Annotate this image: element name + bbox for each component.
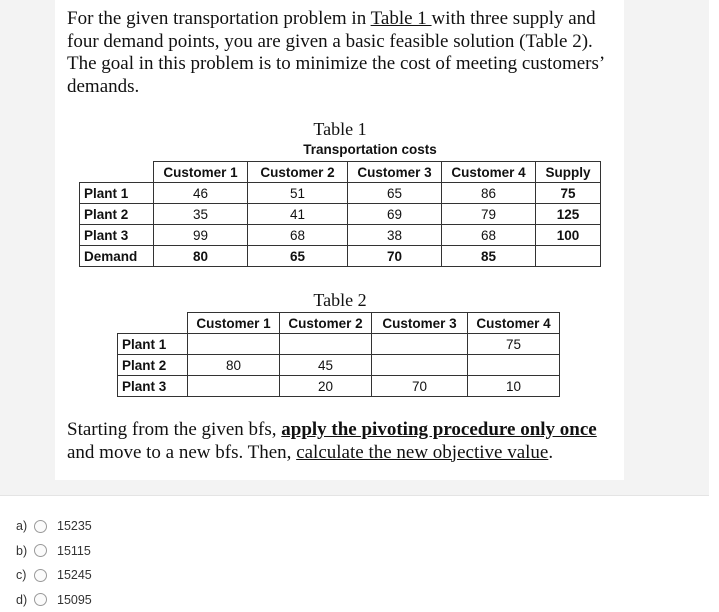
radio-button[interactable] [34, 593, 47, 606]
cost-cell: 68 [248, 225, 348, 246]
table2-header-cell: Customer 3 [372, 313, 468, 334]
supply-cell: 125 [536, 204, 601, 225]
answer-option-a[interactable] [16, 514, 92, 539]
row-label: Plant 3 [80, 225, 154, 246]
cost-cell: 65 [348, 183, 442, 204]
radio-button[interactable] [34, 569, 47, 582]
row-label: Plant 1 [118, 334, 188, 355]
supply-cell: 100 [536, 225, 601, 246]
table1-reference: Table 1 [371, 8, 432, 29]
table2-header-cell: Customer 4 [468, 313, 560, 334]
option-value: 15235 [57, 519, 92, 533]
table1-header-row [80, 162, 601, 183]
allocation-cell [188, 376, 280, 397]
option-letter: c) [16, 568, 34, 582]
row-label: Plant 3 [118, 376, 188, 397]
demand-cell: 80 [154, 246, 248, 267]
allocation-cell: 80 [188, 355, 280, 376]
radio-button[interactable] [34, 520, 47, 533]
row-label: Plant 2 [80, 204, 154, 225]
table1-row [80, 225, 601, 246]
demand-cell: 85 [442, 246, 536, 267]
option-letter: d) [16, 593, 34, 607]
table1-row [80, 183, 601, 204]
allocation-cell: 75 [468, 334, 560, 355]
row-label: Demand [80, 246, 154, 267]
answer-option-c[interactable] [16, 563, 92, 588]
option-value: 15095 [57, 593, 92, 607]
demand-cell: 65 [248, 246, 348, 267]
table2-row [118, 334, 560, 355]
cost-cell: 41 [248, 204, 348, 225]
table2-caption: Table 2 [300, 290, 380, 311]
question-intro: For the given transportation problem in Table 1 with three supply and four demand points, you are given a basic feasible solution (Table 2). The goal in this problem is to minimize the cost of meeting customers’ demands. [67, 8, 623, 98]
row-label: Plant 2 [118, 355, 188, 376]
table2-row [118, 376, 560, 397]
cost-cell: 46 [154, 183, 248, 204]
answer-option-b[interactable] [16, 539, 92, 564]
option-letter: a) [16, 519, 34, 533]
cost-cell: 68 [442, 225, 536, 246]
allocation-cell: 10 [468, 376, 560, 397]
allocation-cell: 20 [280, 376, 372, 397]
cost-cell: 35 [154, 204, 248, 225]
table2-row [118, 355, 560, 376]
allocation-cell [372, 334, 468, 355]
table1-header-cell: Customer 2 [248, 162, 348, 183]
radio-button[interactable] [34, 544, 47, 557]
table1-demand-row [80, 246, 601, 267]
demand-cell: 70 [348, 246, 442, 267]
table1-caption: Table 1 [300, 119, 380, 140]
answer-option-d[interactable] [16, 588, 92, 612]
allocation-cell [372, 355, 468, 376]
table1-row [80, 204, 601, 225]
table2-header-cell: Customer 2 [280, 313, 372, 334]
table1-transportation-costs [79, 161, 601, 267]
table1-subcaption: Transportation costs [270, 142, 470, 157]
cost-cell: 38 [348, 225, 442, 246]
cost-cell: 99 [154, 225, 248, 246]
question-instruction: Starting from the given bfs, apply the pivoting procedure only once and move to a new bfs. Then, calculate the new objective value. [67, 419, 623, 464]
table2-basic-feasible-solution [117, 312, 560, 397]
answer-options [16, 514, 92, 612]
table2-header-row [118, 313, 560, 334]
cost-cell: 69 [348, 204, 442, 225]
allocation-cell [468, 355, 560, 376]
table1-header-cell: Customer 4 [442, 162, 536, 183]
cost-cell: 86 [442, 183, 536, 204]
table1-header-cell: Customer 3 [348, 162, 442, 183]
row-label: Plant 1 [80, 183, 154, 204]
cost-cell: 51 [248, 183, 348, 204]
option-value: 15115 [57, 544, 91, 558]
cost-cell: 79 [442, 204, 536, 225]
table1-header-cell: Supply [536, 162, 601, 183]
supply-cell: 75 [536, 183, 601, 204]
allocation-cell: 45 [280, 355, 372, 376]
table2-header-cell: Customer 1 [188, 313, 280, 334]
allocation-cell: 70 [372, 376, 468, 397]
option-value: 15245 [57, 568, 92, 582]
table1-header-cell: Customer 1 [154, 162, 248, 183]
allocation-cell [188, 334, 280, 355]
allocation-cell [280, 334, 372, 355]
option-letter: b) [16, 544, 34, 558]
